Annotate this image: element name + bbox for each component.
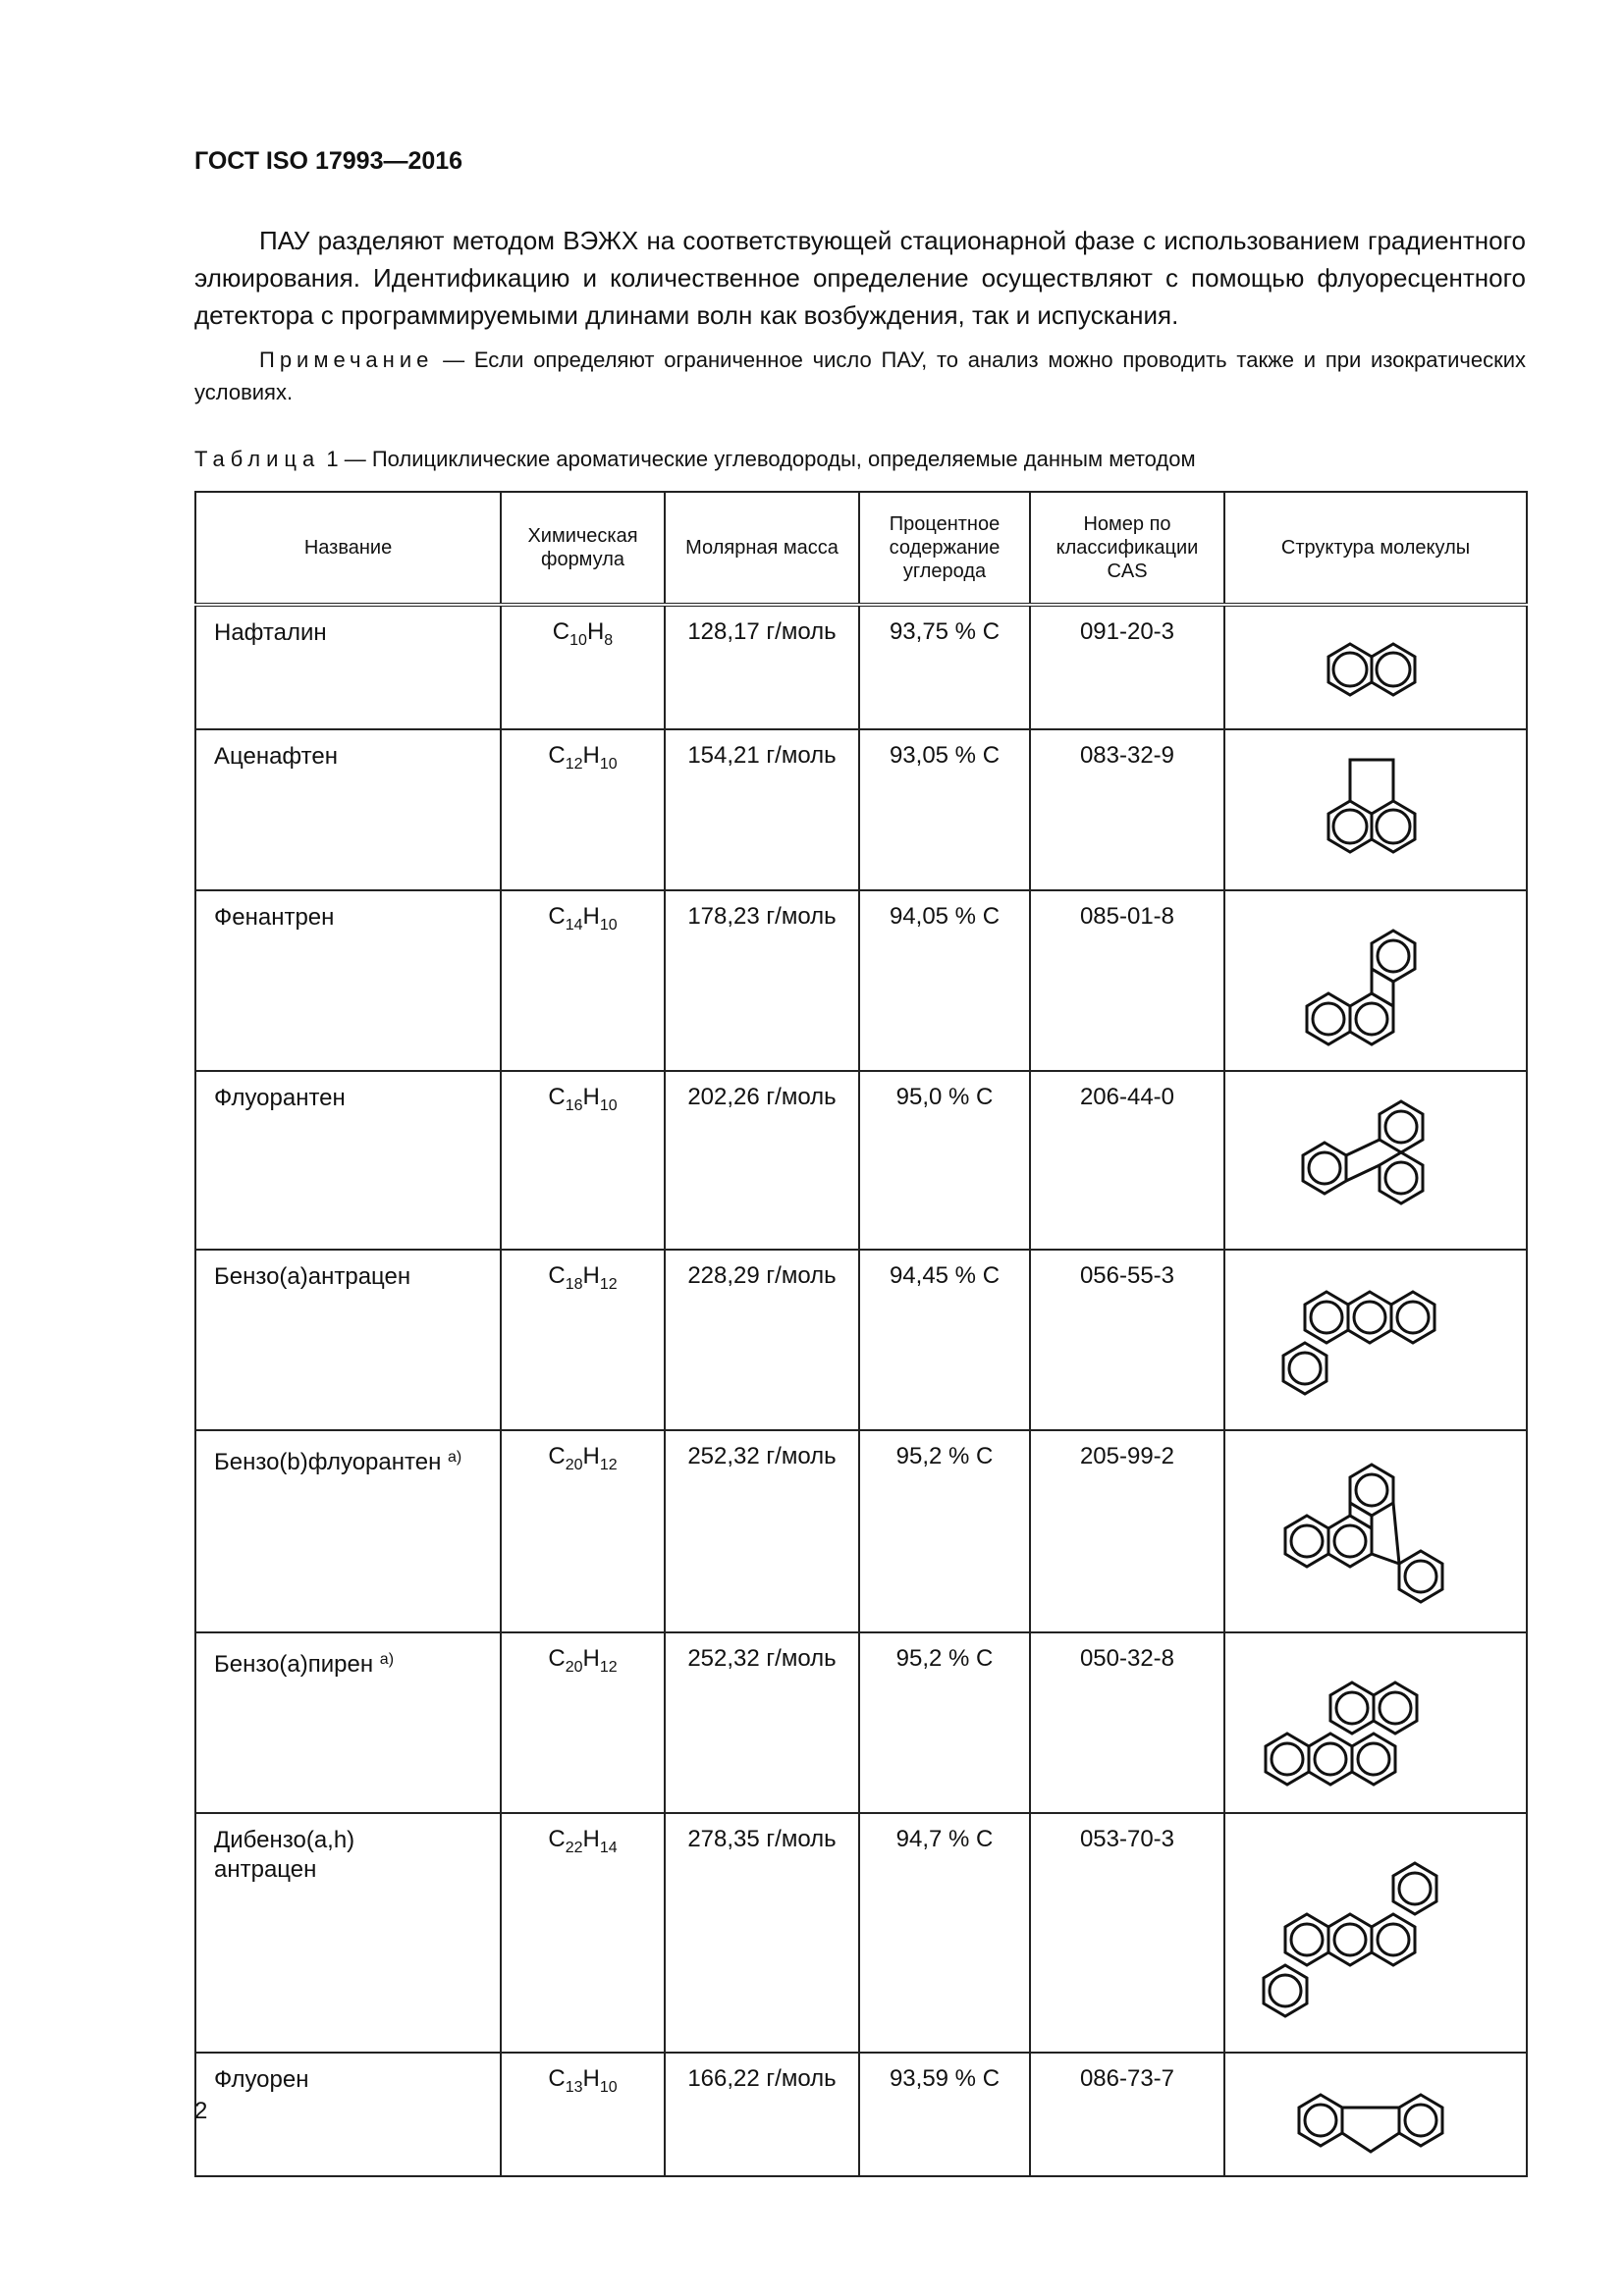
dibenz-ah-anthracene-structure: [1228, 1826, 1523, 2052]
table-caption-text: 1 — Полициклические ароматические углеводороды, определяемые данным методом: [320, 447, 1196, 471]
cell-structure: [1224, 605, 1527, 729]
cell-formula: $C_{12}H_{10}$: [501, 729, 665, 890]
cell-name: [195, 729, 501, 890]
cell-formula: $C_{10}H_8$: [501, 605, 665, 729]
header-name: Название: [195, 492, 501, 605]
cell-structure: [1224, 1813, 1527, 2053]
compound-name: Нафталин: [214, 619, 327, 646]
compound-name: Бензо(а)пирен: [214, 1651, 374, 1678]
cell-cas: 056-55-3: [1030, 1250, 1224, 1430]
table-caption: [194, 447, 1196, 472]
cell-cas: 206-44-0: [1030, 1071, 1224, 1250]
cell-carbon: 95,2 % C: [859, 1632, 1030, 1813]
intro-paragraph: ПАУ разделяют методом ВЭЖХ на соответствующей стационарной фазе с использованием градиентного элюирования. Идентификацию и количественное определение осуществляют с помощью флуоресцентного детектора с программируемыми длинами волн как возбуждения, так и испускания.: [194, 226, 1526, 330]
cell-carbon: 94,45 % C: [859, 1250, 1030, 1430]
table-header-row: [195, 492, 1527, 605]
benz-a-anthracene-structure: [1228, 1262, 1523, 1429]
cell-name: [195, 1632, 501, 1813]
fluorene-structure: [1228, 2065, 1523, 2175]
fluoranthene-structure: [1228, 1084, 1523, 1249]
header-carbon: Процентное содержание углерода: [859, 492, 1030, 605]
cell-name: [195, 1250, 501, 1430]
cell-formula: $C_{18}H_{12}$: [501, 1250, 665, 1430]
footnote-mark: а): [379, 1651, 395, 1668]
cell-name: [195, 1071, 501, 1250]
note-label: Примечание: [259, 347, 434, 372]
cell-name: [195, 890, 501, 1071]
cell-name: [195, 1813, 501, 2053]
compound-name: Фенантрен: [214, 904, 335, 931]
table-row: [195, 1071, 1527, 1250]
cell-cas: 083-32-9: [1030, 729, 1224, 890]
cell-structure: [1224, 729, 1527, 890]
cell-structure: [1224, 1071, 1527, 1250]
table-row: [195, 1632, 1527, 1813]
pah-table: [194, 491, 1528, 2177]
cell-cas: 086-73-7: [1030, 2053, 1224, 2176]
table-row: [195, 1813, 1527, 2053]
page-number: 2: [194, 2098, 208, 2124]
cell-structure: [1224, 1632, 1527, 1813]
naphthalene-structure: [1228, 618, 1523, 728]
cell-mass: 154,21 г/моль: [665, 729, 859, 890]
note: [194, 344, 1526, 408]
cell-mass: 228,29 г/моль: [665, 1250, 859, 1430]
cell-carbon: 95,2 % C: [859, 1430, 1030, 1632]
compound-name: Бензо(b)флуорантен: [214, 1449, 442, 1475]
cell-formula: $C_{16}H_{10}$: [501, 1071, 665, 1250]
header-cas: Номер по классификации CAS: [1030, 492, 1224, 605]
header-structure: Структура молекулы: [1224, 492, 1527, 605]
benzo-b-fluoranthene-structure: [1228, 1443, 1523, 1631]
cell-formula: $C_{14}H_{10}$: [501, 890, 665, 1071]
header-mass: Молярная масса: [665, 492, 859, 605]
cell-carbon: 93,05 % C: [859, 729, 1030, 890]
cell-mass: 202,26 г/моль: [665, 1071, 859, 1250]
cell-mass: 252,32 г/моль: [665, 1632, 859, 1813]
cell-formula: $C_{20}H_{12}$: [501, 1430, 665, 1632]
cell-cas: 085-01-8: [1030, 890, 1224, 1071]
cell-structure: [1224, 1250, 1527, 1430]
table-row: [195, 1430, 1527, 1632]
cell-mass: 128,17 г/моль: [665, 605, 859, 729]
header-formula: Химическая формула: [501, 492, 665, 605]
benzo-a-pyrene-structure: [1228, 1645, 1523, 1812]
table-row: [195, 729, 1527, 890]
cell-cas: 205-99-2: [1030, 1430, 1224, 1632]
cell-formula: $C_{22}H_{14}$: [501, 1813, 665, 2053]
phenanthrene-structure: [1228, 903, 1523, 1070]
footnote-mark: а): [448, 1449, 462, 1466]
cell-name: [195, 1430, 501, 1632]
cell-name: [195, 605, 501, 729]
cell-name: [195, 2053, 501, 2176]
cell-carbon: 93,75 % C: [859, 605, 1030, 729]
table-row: [195, 605, 1527, 729]
cell-formula: $C_{20}H_{12}$: [501, 1632, 665, 1813]
compound-name: Дибензо(a,h) антрацен: [214, 1827, 355, 1883]
cell-cas: 091-20-3: [1030, 605, 1224, 729]
cell-cas: 050-32-8: [1030, 1632, 1224, 1813]
table-row: [195, 2053, 1527, 2176]
cell-structure: [1224, 890, 1527, 1071]
cell-carbon: 95,0 % C: [859, 1071, 1030, 1250]
acenaphthene-structure: [1228, 742, 1523, 889]
cell-carbon: 93,59 % C: [859, 2053, 1030, 2176]
cell-structure: [1224, 2053, 1527, 2176]
compound-name: Флуорантен: [214, 1085, 346, 1111]
cell-cas: 053-70-3: [1030, 1813, 1224, 2053]
table-row: [195, 1250, 1527, 1430]
compound-name: Бензо(а)антрацен: [214, 1263, 411, 1290]
cell-structure: [1224, 1430, 1527, 1632]
compound-name: Флуорен: [214, 2066, 309, 2093]
table-caption-label: Таблица: [194, 447, 321, 471]
table-row: [195, 890, 1527, 1071]
cell-carbon: 94,05 % C: [859, 890, 1030, 1071]
cell-mass: 278,35 г/моль: [665, 1813, 859, 2053]
cell-mass: 178,23 г/моль: [665, 890, 859, 1071]
note-text: — Если определяют ограниченное число ПАУ, то анализ можно проводить также и при изократических условиях.: [194, 347, 1526, 404]
cell-mass: 166,22 г/моль: [665, 2053, 859, 2176]
compound-name: Аценафтен: [214, 743, 338, 770]
cell-carbon: 94,7 % C: [859, 1813, 1030, 2053]
cell-mass: 252,32 г/моль: [665, 1430, 859, 1632]
cell-formula: $C_{13}H_{10}$: [501, 2053, 665, 2176]
document-header: ГОСТ ISO 17993—2016: [194, 147, 463, 175]
